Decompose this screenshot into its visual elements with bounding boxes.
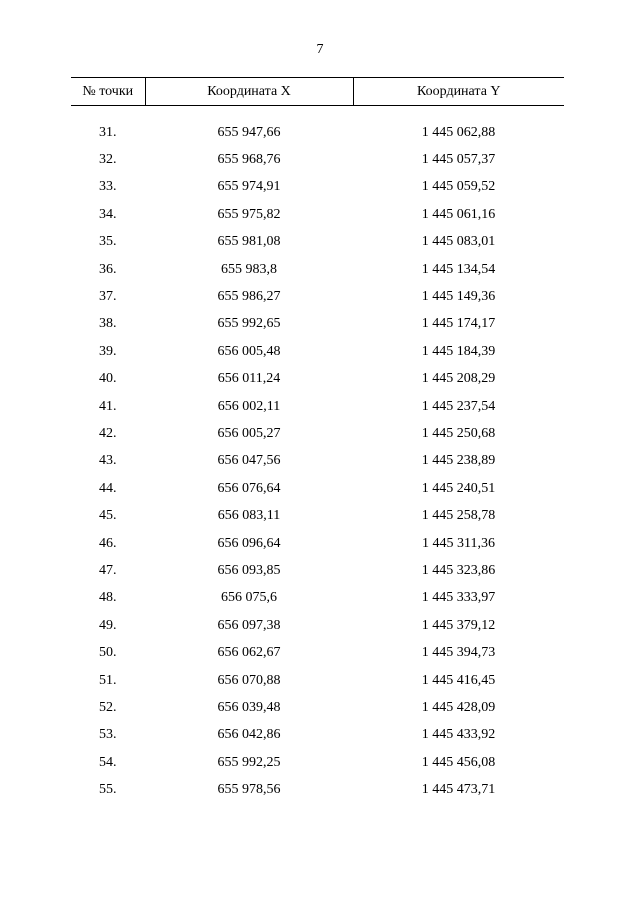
coordinate-x-cell: 655 968,76 bbox=[217, 152, 281, 168]
point-number-cell: 31. bbox=[99, 124, 117, 140]
coordinate-x-cell: 656 083,11 bbox=[217, 508, 281, 524]
table-row bbox=[71, 502, 564, 529]
table-row bbox=[71, 667, 564, 694]
coordinate-y-cell: 1 445 237,54 bbox=[421, 398, 496, 414]
coordinate-y-cell: 1 445 250,68 bbox=[421, 425, 496, 441]
coordinate-y-cell: 1 445 258,78 bbox=[421, 508, 496, 524]
coordinate-y-cell: 1 445 061,16 bbox=[421, 206, 496, 222]
point-number-cell: 51. bbox=[99, 672, 117, 688]
coordinate-x-cell: 656 005,48 bbox=[217, 343, 281, 359]
coordinate-x-cell: 656 005,27 bbox=[217, 425, 281, 441]
coordinate-y-cell: 1 445 456,08 bbox=[421, 754, 496, 770]
table-row bbox=[71, 448, 564, 475]
table-row bbox=[71, 776, 564, 803]
header-spacer bbox=[71, 106, 564, 120]
coordinate-y-cell: 1 445 394,73 bbox=[421, 645, 496, 661]
coordinate-x-cell: 655 975,82 bbox=[217, 206, 281, 222]
point-number-cell: 52. bbox=[99, 699, 117, 715]
coordinate-x-cell: 656 075,6 bbox=[221, 590, 277, 606]
table-body bbox=[71, 106, 564, 804]
table-row bbox=[71, 722, 564, 749]
coordinate-x-cell: 656 062,67 bbox=[217, 645, 281, 661]
coordinate-x-cell: 655 978,56 bbox=[217, 782, 281, 798]
coordinate-x-cell: 656 047,56 bbox=[217, 453, 281, 469]
table-row bbox=[71, 201, 564, 228]
coordinate-y-cell: 1 445 433,92 bbox=[421, 727, 496, 743]
point-number-cell: 48. bbox=[99, 590, 117, 606]
coordinate-y-cell: 1 445 062,88 bbox=[421, 124, 496, 140]
coordinate-y-cell: 1 445 238,89 bbox=[421, 453, 496, 469]
coordinate-x-cell: 655 974,91 bbox=[217, 179, 281, 195]
coordinate-x-cell: 655 981,08 bbox=[217, 234, 281, 250]
coordinate-y-cell: 1 445 184,39 bbox=[421, 343, 496, 359]
table-row bbox=[71, 256, 564, 283]
coordinate-x-cell: 655 986,27 bbox=[217, 289, 281, 305]
point-number-cell: 33. bbox=[99, 179, 117, 195]
point-number-cell: 47. bbox=[99, 562, 117, 578]
header-point-number: № точки bbox=[71, 78, 145, 106]
point-number-cell: 35. bbox=[99, 234, 117, 250]
coordinate-y-cell: 1 445 428,09 bbox=[421, 699, 496, 715]
point-number-cell: 55. bbox=[99, 782, 117, 798]
table-row bbox=[71, 612, 564, 639]
table-row bbox=[71, 420, 564, 447]
table-row bbox=[71, 283, 564, 310]
point-number-cell: 40. bbox=[99, 371, 117, 387]
table-row bbox=[71, 366, 564, 393]
table-row bbox=[71, 146, 564, 173]
table-row bbox=[71, 585, 564, 612]
point-number-cell: 54. bbox=[99, 754, 117, 770]
coordinate-y-cell: 1 445 333,97 bbox=[421, 590, 496, 606]
point-number-cell: 39. bbox=[99, 343, 117, 359]
coordinate-x-cell: 656 093,85 bbox=[217, 562, 281, 578]
coordinate-y-cell: 1 445 057,37 bbox=[421, 152, 496, 168]
table-row bbox=[71, 475, 564, 502]
table-row bbox=[71, 639, 564, 666]
coordinate-x-cell: 655 947,66 bbox=[217, 124, 281, 140]
point-number-cell: 43. bbox=[99, 453, 117, 469]
point-number-cell: 41. bbox=[99, 398, 117, 414]
coordinate-y-cell: 1 445 083,01 bbox=[421, 234, 496, 250]
coordinate-y-cell: 1 445 149,36 bbox=[421, 289, 496, 305]
coordinate-y-cell: 1 445 323,86 bbox=[421, 562, 496, 578]
page-number: 7 bbox=[316, 42, 324, 57]
table-row bbox=[71, 530, 564, 557]
header-coordinate-x: Координата X bbox=[145, 78, 353, 106]
table-row bbox=[71, 557, 564, 584]
coordinate-x-cell: 656 070,88 bbox=[217, 672, 281, 688]
table-row bbox=[71, 311, 564, 338]
point-number-cell: 44. bbox=[99, 480, 117, 496]
coordinate-x-cell: 655 992,25 bbox=[217, 754, 281, 770]
table-row bbox=[71, 229, 564, 256]
coordinate-x-cell: 656 097,38 bbox=[217, 617, 281, 633]
point-number-cell: 34. bbox=[99, 206, 117, 222]
table-row bbox=[71, 694, 564, 721]
coordinate-y-cell: 1 445 174,17 bbox=[421, 316, 496, 332]
header-row bbox=[71, 78, 564, 106]
table-row bbox=[71, 119, 564, 146]
coordinate-y-cell: 1 445 208,29 bbox=[421, 371, 496, 387]
coordinate-x-cell: 656 011,24 bbox=[217, 371, 281, 387]
coordinate-y-cell: 1 445 059,52 bbox=[421, 179, 496, 195]
coordinate-y-cell: 1 445 379,12 bbox=[421, 617, 496, 633]
coordinate-y-cell: 1 445 311,36 bbox=[422, 535, 495, 551]
table-row bbox=[71, 338, 564, 365]
coordinate-y-cell: 1 445 473,71 bbox=[421, 782, 496, 798]
coordinate-x-cell: 656 076,64 bbox=[217, 480, 281, 496]
header-coordinate-y: Координата Y bbox=[353, 78, 564, 106]
coordinates-table bbox=[71, 77, 564, 804]
point-number-cell: 45. bbox=[99, 508, 117, 524]
point-number-cell: 53. bbox=[99, 727, 117, 743]
table-row bbox=[71, 393, 564, 420]
coordinate-x-cell: 656 042,86 bbox=[217, 727, 281, 743]
coordinate-x-cell: 655 992,65 bbox=[217, 316, 281, 332]
coordinate-x-cell: 656 096,64 bbox=[217, 535, 281, 551]
coordinate-x-cell: 656 039,48 bbox=[217, 699, 281, 715]
coordinate-y-cell: 1 445 240,51 bbox=[421, 480, 496, 496]
point-number-cell: 50. bbox=[99, 645, 117, 661]
point-number-cell: 42. bbox=[99, 425, 117, 441]
coordinate-x-cell: 656 002,11 bbox=[217, 398, 281, 414]
table-row bbox=[71, 174, 564, 201]
point-number-cell: 46. bbox=[99, 535, 117, 551]
point-number-cell: 36. bbox=[99, 261, 117, 277]
point-number-cell: 49. bbox=[99, 617, 117, 633]
table-row bbox=[71, 749, 564, 776]
point-number-cell: 37. bbox=[99, 289, 117, 305]
point-number-cell: 38. bbox=[99, 316, 117, 332]
coordinate-x-cell: 655 983,8 bbox=[221, 261, 277, 277]
table-header bbox=[71, 78, 564, 106]
coordinate-y-cell: 1 445 416,45 bbox=[421, 672, 496, 688]
coordinate-y-cell: 1 445 134,54 bbox=[421, 261, 496, 277]
point-number-cell: 32. bbox=[99, 152, 117, 168]
